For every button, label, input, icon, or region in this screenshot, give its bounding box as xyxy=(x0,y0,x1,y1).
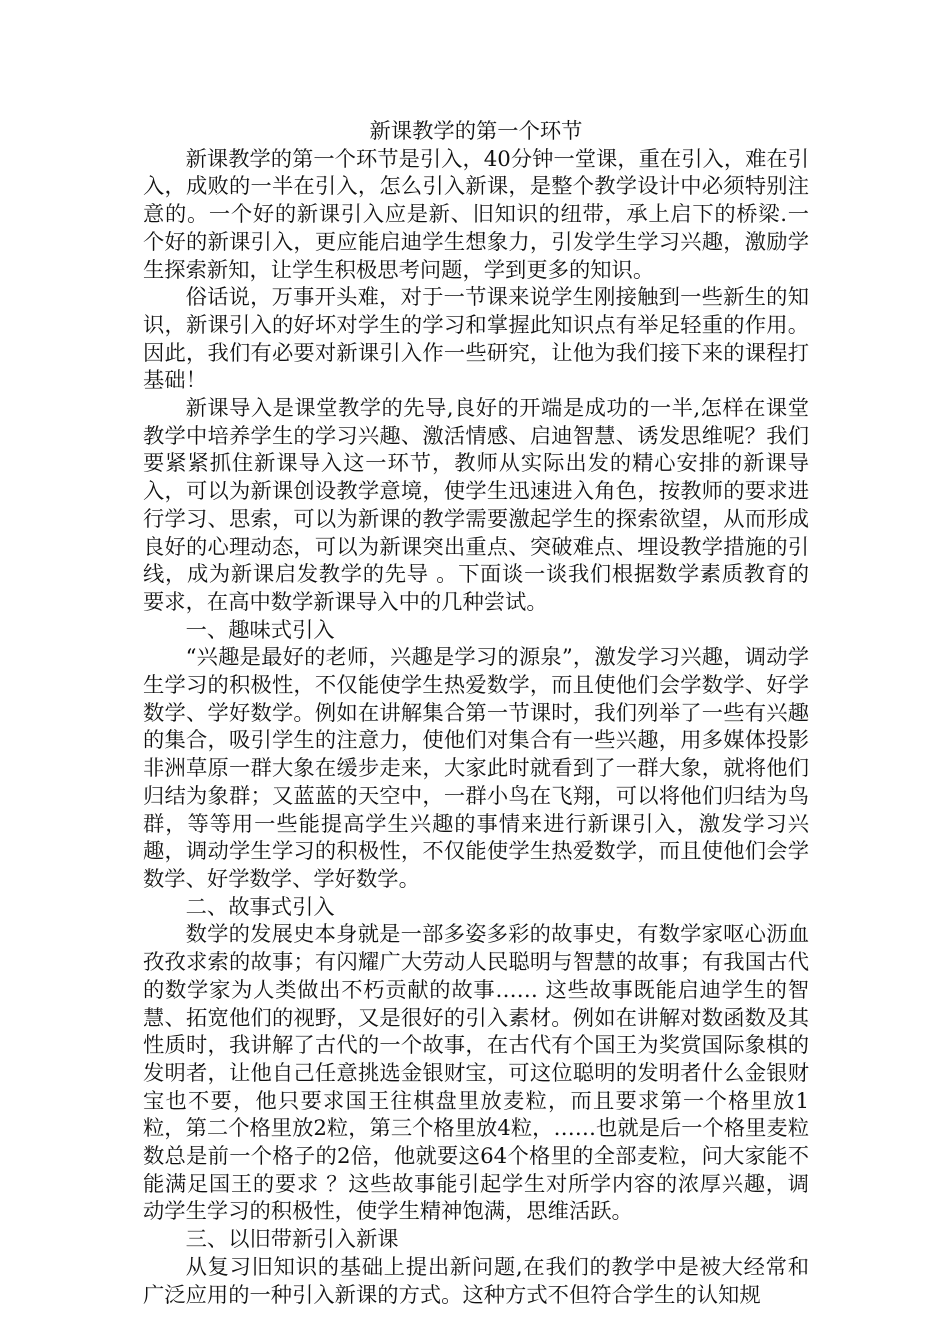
paragraph-review: 从复习旧知识的基础上提出新问题,在我们的教学中是被大经常和广泛应用的一种引入新课的方式。这种方式不但符合学生的认知规 xyxy=(143,1254,809,1308)
paragraph-interest: “兴趣是最好的老师，兴趣是学习的源泉”，激发学习兴趣，调动学生学习的积极性，不仅能使学生热爱数学，而且使他们会学数学、好学数学、学好数学。例如在讲解集合第一节课时，我们列举了一些有兴趣的集合，吸引学生的注意力，使他们对集合有一些兴趣，用多媒体投影非洲草原一群大象在缓步走来，大家此时就看到了一群大象，就将他们归结为象群；又蓝蓝的天空中，一群小鸟在飞翔，可以将他们归结为鸟群，等等用一些能提高学生兴趣的事情来进行新课引入，激发学习兴趣，调动学生学习的积极性，不仅能使学生热爱数学，而且使他们会学数学、好学数学、学好数学。 xyxy=(143,645,809,892)
paragraph-proverb: 俗话说，万事开头难，对于一节课来说学生刚接触到一些新生的知识，新课引入的好坏对学生的学习和掌握此知识点有举足轻重的作用。因此，我们有必要对新课引入作一些研究，让他为我们接下来的课程打基础！ xyxy=(143,285,809,394)
document-page xyxy=(143,118,809,1309)
paragraph-intro: 新课教学的第一个环节是引入，40分钟一堂课，重在引入，难在引入，成败的一半在引入，怎么引入新课，是整个教学设计中必须特别注意的。一个好的新课引入应是新、旧知识的纽带，承上启下的桥梁.一个好的新课引入，更应能启迪学生想象力，引发学生学习兴趣，激励学生探索新知，让学生积极思考问题，学到更多的知识。 xyxy=(143,146,810,283)
section-heading-review: 三、以旧带新引入新课 xyxy=(185,1227,399,1253)
section-heading-interest: 一、趣味式引入 xyxy=(185,617,335,643)
paragraph-story: 数学的发展史本身就是一部多姿多彩的故事史，有数学家呕心沥血孜孜求索的故事；有闪耀广大劳动人民聪明与智慧的故事；有我国古代的数学家为人类做出不朽贡献的故事…… 这些故事既能启迪学生的智慧、拓宽他们的视野，又是很好的引入素材。例如在讲解对数函数及其性质时，我讲解了古代的一个故事，在古代有个国王为奖赏国际象棋的发明者，让他自己任意挑选金银财宝，可这位聪明的发明者什么金银财宝也不要，他只要求国王往棋盘里放麦粒，而且要求第一个格里放1粒，第二个格里放2粒，第三个格里放4粒，……也就是后一个格里麦粒数总是前一个格子的2倍，他就要这64个格里的全部麦粒，问大家能不能满足国王的要求 ？这些故事能引起学生对所学内容的浓厚兴趣，调动学生学习的积极性，使学生精神饱满，思维活跃。 xyxy=(143,922,810,1225)
document-title: 新课教学的第一个环节 xyxy=(369,119,583,144)
section-heading-story: 二、故事式引入 xyxy=(185,894,335,920)
paragraph-lead-in: 新课导入是课堂教学的先导,良好的开端是成功的一半,怎样在课堂教学中培养学生的学习兴趣、激活情感、启迪智慧、诱发思维呢？我们要紧紧抓住新课导入这一环节，教师从实际出发的精心安排的新课导入，可以为新课创设教学意境，使学生迅速进入角色，按教师的要求进行学习、思索，可以为新课的教学需要激起学生的探索欲望，从而形成良好的心理动态，可以为新课突出重点、突破难点、埋设教学措施的引线，成为新课启发教学的先导 。下面谈一谈我们根据数学素质教育的要求，在高中数学新课导入中的几种尝试。 xyxy=(143,396,809,615)
